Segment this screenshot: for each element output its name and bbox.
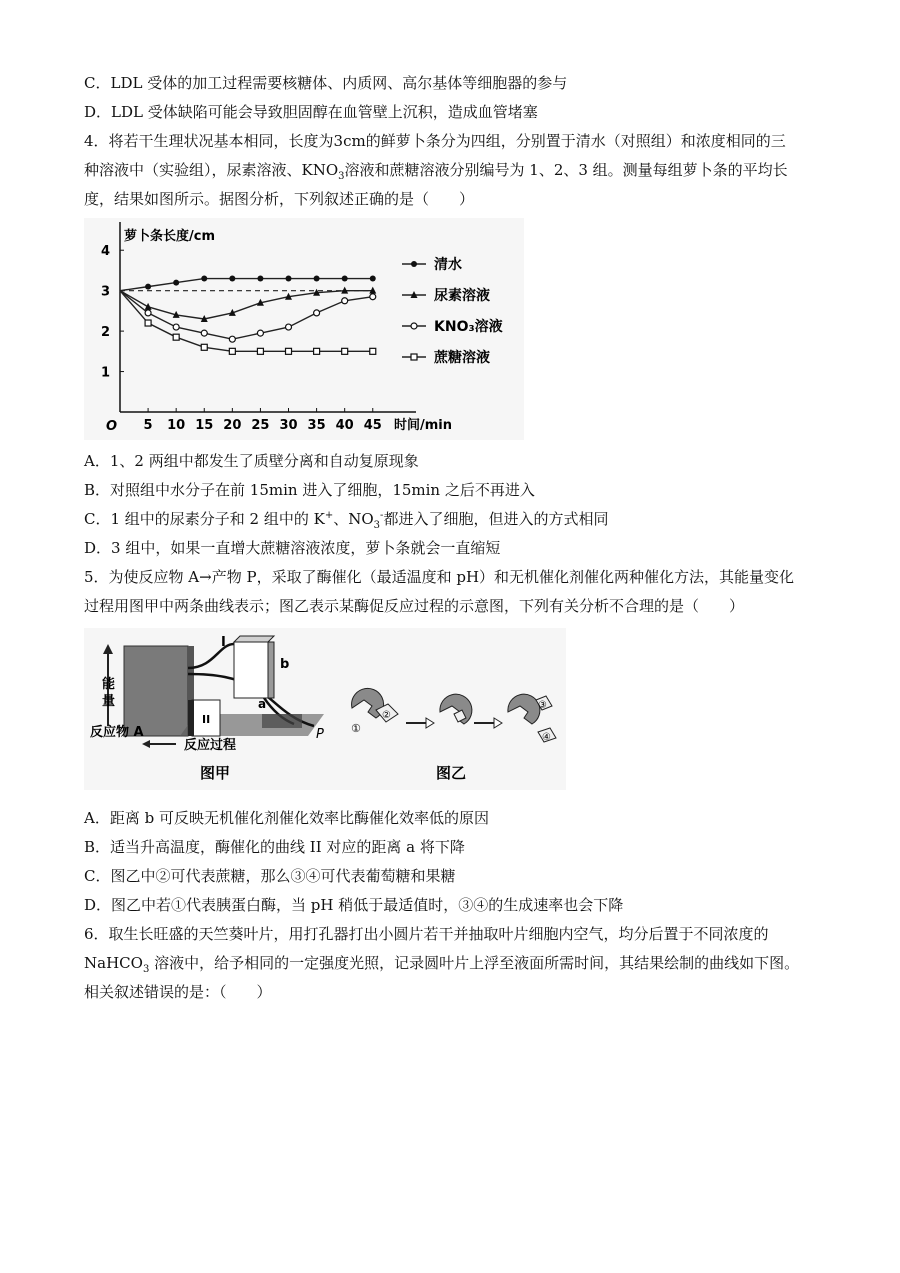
energy-diagram — [90, 635, 324, 782]
data-point — [201, 276, 207, 282]
distance-a-label: a — [258, 697, 267, 711]
energy-label-1: 能 — [102, 677, 116, 692]
data-point — [370, 276, 376, 282]
x-tick-label: 20 — [223, 418, 242, 433]
q4-option-a: A．1、2 两组中都发生了质壁分离和自动复原现象 — [84, 452, 419, 470]
energy-enzyme-figure — [84, 628, 566, 790]
q4-option-c: C．1 组中的尿素分子和 2 组中的 K+、$NO_3^-$都进入了细胞，但进入的方式相同 — [84, 510, 609, 531]
legend-label-0: 清水 — [434, 257, 462, 273]
data-point — [286, 324, 292, 330]
enzyme-process-diagram — [351, 688, 556, 782]
enzyme-shape-3 — [508, 694, 540, 724]
curve-label-i: I — [221, 635, 226, 650]
data-point — [370, 348, 376, 354]
data-point — [145, 303, 152, 310]
caption-yi: 图乙 — [436, 764, 467, 782]
radish-length-chart — [84, 218, 524, 440]
legend-label-3: 蔗糖溶液 — [434, 350, 490, 366]
data-point — [314, 348, 320, 354]
data-point — [173, 324, 179, 330]
series-line-3 — [120, 291, 373, 352]
caption-jia: 图甲 — [200, 764, 231, 782]
q4-stem-line2: 种溶液中（实验组），尿素溶液、$KNO_3$溶液和蔗糖溶液分别编号为 1、2、3 组。测量每组萝卜条的平均长 — [84, 161, 788, 182]
energy-axis-arrow — [103, 644, 113, 654]
series-line-0 — [120, 279, 373, 291]
x-axis-title: 时间/min — [394, 418, 453, 433]
data-point — [286, 276, 292, 282]
q6-stem-line1: 6．取生长旺盛的天竺葵叶片，用打孔器打出小圆片若干并抽取叶片细胞内空气，均分后置于不同浓度的 — [84, 925, 769, 943]
option-c-q3: C．LDL 受体的加工过程需要核糖体、内质网、高尔基体等细胞器的参与 — [84, 74, 568, 92]
data-point — [173, 280, 179, 286]
arrow-1-head — [426, 718, 434, 728]
x-tick-label: 35 — [307, 418, 326, 433]
data-point — [173, 334, 179, 340]
data-point — [145, 284, 151, 290]
data-point — [342, 276, 348, 282]
x-tick-label: 10 — [167, 418, 186, 433]
data-point — [145, 320, 151, 326]
energy-label-2: 量 — [102, 694, 116, 709]
q4-stem-line3: 度，结果如图所示。据图分析，下列叙述正确的是（ ） — [84, 190, 475, 208]
figure-svg — [84, 628, 566, 790]
barrier-block-1 — [234, 642, 268, 698]
option-d-q3: D．LDL 受体缺陷可能会导致胆固醇在血管壁上沉积，造成血管堵塞 — [84, 103, 538, 121]
q5-option-c: C．图乙中②可代表蔗糖，那么③④可代表葡萄糖和果糖 — [84, 867, 456, 885]
barrier-block-1-side — [268, 642, 274, 698]
data-point — [201, 344, 207, 350]
legend-marker-3 — [411, 354, 417, 360]
marker-1: ① — [351, 722, 361, 735]
data-point — [257, 330, 263, 336]
q5-option-d: D．图乙中若①代表胰蛋白酶，当 pH 稍低于最适值时，③④的生成速率也会下降 — [84, 896, 624, 914]
product-pile — [262, 714, 302, 728]
data-point — [229, 336, 235, 342]
q5-stem-line1: 5．为使反应物 A→产物 P，采取了酶催化（最适温度和 pH）和无机催化剂催化两种催化方法，其能量变化 — [84, 568, 795, 586]
origin-label: O — [106, 419, 118, 434]
distance-b-label: b — [280, 657, 290, 672]
data-point — [145, 310, 151, 316]
y-tick-label: 2 — [100, 325, 110, 341]
barrier-block-2-side — [188, 700, 194, 736]
process-label: 反应过程 — [184, 738, 237, 753]
y-tick-label: 3 — [100, 284, 110, 300]
q6-stem-line3: 相关叙述错误的是：（ ） — [84, 983, 272, 1001]
data-point — [286, 348, 292, 354]
y-tick-label: 4 — [100, 244, 110, 260]
data-point — [257, 348, 263, 354]
arrow-2-head — [494, 718, 502, 728]
q6-stem-line2: NaHCO$_3$ 溶液中，给予相同的一定强度光照，记录圆叶片上浮至液面所需时间，其结果绘制的曲线如下图。 — [84, 954, 800, 975]
q5-option-a: A．距离 b 可反映无机催化剂催化效率比酶催化效率低的原因 — [84, 809, 489, 827]
legend-label-1: 尿素溶液 — [434, 288, 490, 304]
data-point — [229, 276, 235, 282]
process-arrow-head — [142, 740, 150, 748]
data-point — [370, 294, 376, 300]
data-point — [314, 310, 320, 316]
chart-svg — [84, 218, 524, 440]
legend-label-2: KNO₃溶液 — [434, 319, 503, 335]
x-tick-label: 30 — [279, 418, 298, 433]
x-tick-label: 25 — [251, 418, 270, 433]
reactant-label: 反应物 A — [90, 725, 144, 740]
y-tick-label: 1 — [100, 365, 110, 381]
x-tick-label: 15 — [195, 418, 214, 433]
legend-marker-2 — [411, 323, 417, 329]
q5-option-b: B．适当升高温度，酶催化的曲线 II 对应的距离 a 将下降 — [84, 838, 465, 856]
curve-label-ii: II — [202, 713, 211, 726]
x-tick-label: 5 — [143, 418, 153, 433]
x-tick-label: 40 — [335, 418, 354, 433]
data-point — [314, 276, 320, 282]
data-point — [201, 330, 207, 336]
marker-4: ④ — [542, 732, 551, 743]
barrier-block-1-top — [234, 636, 274, 642]
q4-option-d: D．3 组中，如果一直增大蔗糖溶液浓度，萝卜条就会一直缩短 — [84, 539, 501, 557]
reactant-block — [124, 646, 188, 736]
marker-2: ② — [382, 710, 391, 721]
data-point — [257, 276, 263, 282]
legend-marker-0 — [411, 261, 417, 267]
data-point — [229, 348, 235, 354]
data-point — [342, 298, 348, 304]
y-axis-title: 萝卜条长度/cm — [124, 229, 216, 244]
q4-stem-line1: 4．将若干生理状况基本相同，长度为3cm的鲜萝卜条分为四组，分别置于清水（对照组）和浓度相同的三 — [84, 132, 786, 150]
q5-stem-line2: 过程用图甲中两条曲线表示；图乙表示某酶促反应过程的示意图，下列有关分析不合理的是（ ） — [84, 597, 745, 615]
x-tick-label: 45 — [363, 418, 382, 433]
product-label: P — [316, 727, 324, 742]
q4-option-b: B．对照组中水分子在前 15min 进入了细胞，15min 之后不再进入 — [84, 481, 535, 499]
series-line-2 — [120, 291, 373, 340]
marker-3: ③ — [538, 700, 547, 711]
enzyme-shape-2 — [440, 694, 472, 724]
data-point — [342, 348, 348, 354]
